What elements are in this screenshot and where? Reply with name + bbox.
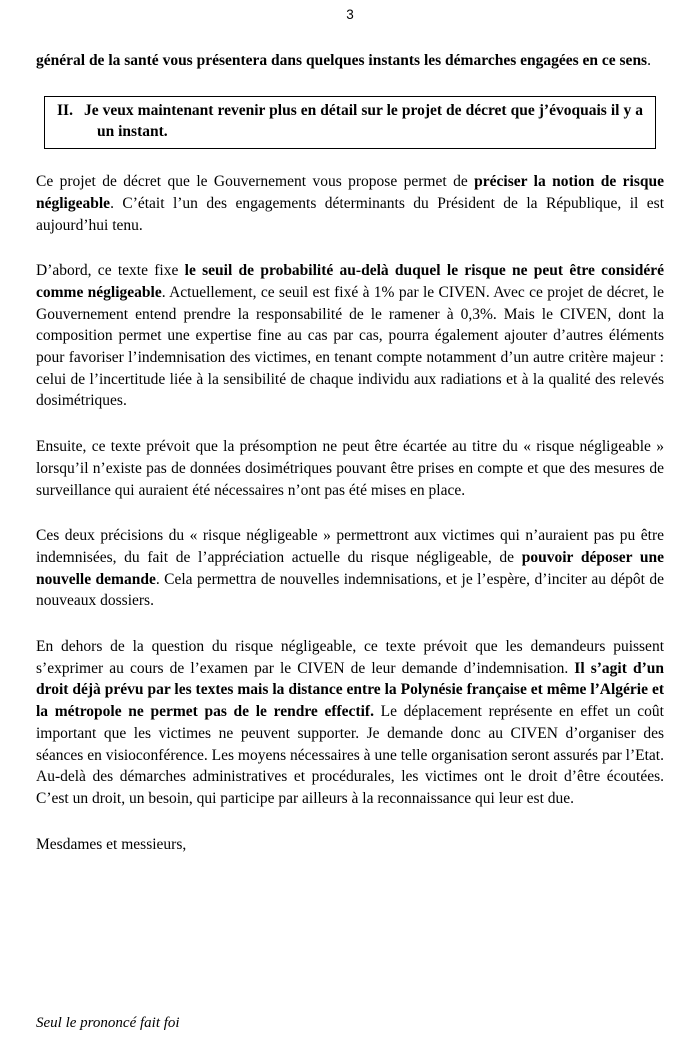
- page-number: 3: [346, 7, 354, 22]
- paragraph-visioconference: En dehors de la question du risque négligeable, ce texte prévoit que les demandeurs puissent s’exprimer au cours de l’examen par le CIVEN de leur demande d’indemnisation. Il s’agit d’un droit déjà prévu par les textes mais la distance entre la Polynésie française et même l’Algérie et la métropole ne permet pas de le rendre effectif. Le déplacement représente en effet un coût important que les victimes ne peuvent supporter. Je demande donc au CIVEN d’organiser des séances en visioconférence. Les moyens nécessaires à une telle organisation seront assurés par l’Etat. Au-delà des démarches administratives et procédurales, les victimes ont le droit d’être écoutées. C’est un droit, un besoin, qui participe par ailleurs à la reconnaissance qui leur est due.: [36, 638, 664, 807]
- footer-note: Seul le prononcé fait foi: [36, 1015, 180, 1031]
- paragraph-continuation: général de la santé vous présentera dans quelques instants les démarches engagées en ce sens.: [36, 52, 651, 69]
- closing-line: Mesdames et messieurs,: [36, 835, 187, 853]
- section-heading-text: Je veux maintenant revenir plus en détail sur le projet de décret que j’évoquais il y a un instant.: [84, 101, 643, 141]
- paragraph-nouvelle-demande: Ces deux précisions du « risque négligeable » permettront aux victimes qui n’auraient pas pu être indemnisées, du fait de l’appréciation actuelle du risque négligeable, de pouvoir déposer une nouvelle demande. Cela permettra de nouvelles indemnisations, et je l’espère, d’inciter au dépôt de nouveaux dossiers.: [36, 527, 665, 610]
- paragraph-seuil-probabilite: D’abord, ce texte fixe le seuil de probabilité au-delà duquel le risque ne peut être considéré comme négligeable. Actuellement, ce seuil est fixé à 1% par le CIVEN. Avec ce projet de décret, le Gouvernement entend prendre la responsabilité de le ramener à 0,3%. Mais le CIVEN, dont la composition permet une expertise fine au cas par cas, pourra également ajouter d’autres éléments pour favoriser l’indemnisation des victimes, en tenant compte notamment d’un autre critère majeur : celui de l’incertitude liée à la sensibilité de chaque individu aux radiations et à la qualité des relevés dosimétriques.: [36, 262, 664, 410]
- section-heading: [57, 100, 643, 143]
- section-heading-numeral: II.: [57, 101, 73, 119]
- section-heading-box: [44, 96, 656, 149]
- paragraph-presomption: Ensuite, ce texte prévoit que la présomption ne peut être écartée au titre du « risque négligeable » lorsqu’il n’existe pas de données dosimétriques pouvant être prises en compte et que des mesures de surveillance qui auraient été nécessaires n’ont pas été mises en place.: [36, 438, 664, 499]
- paragraph-decret-notion: Ce projet de décret que le Gouvernement vous propose permet de préciser la notion de risque négligeable. C’était l’un des engagements déterminants du Président de la République, il est aujourd’hui tenu.: [36, 173, 664, 234]
